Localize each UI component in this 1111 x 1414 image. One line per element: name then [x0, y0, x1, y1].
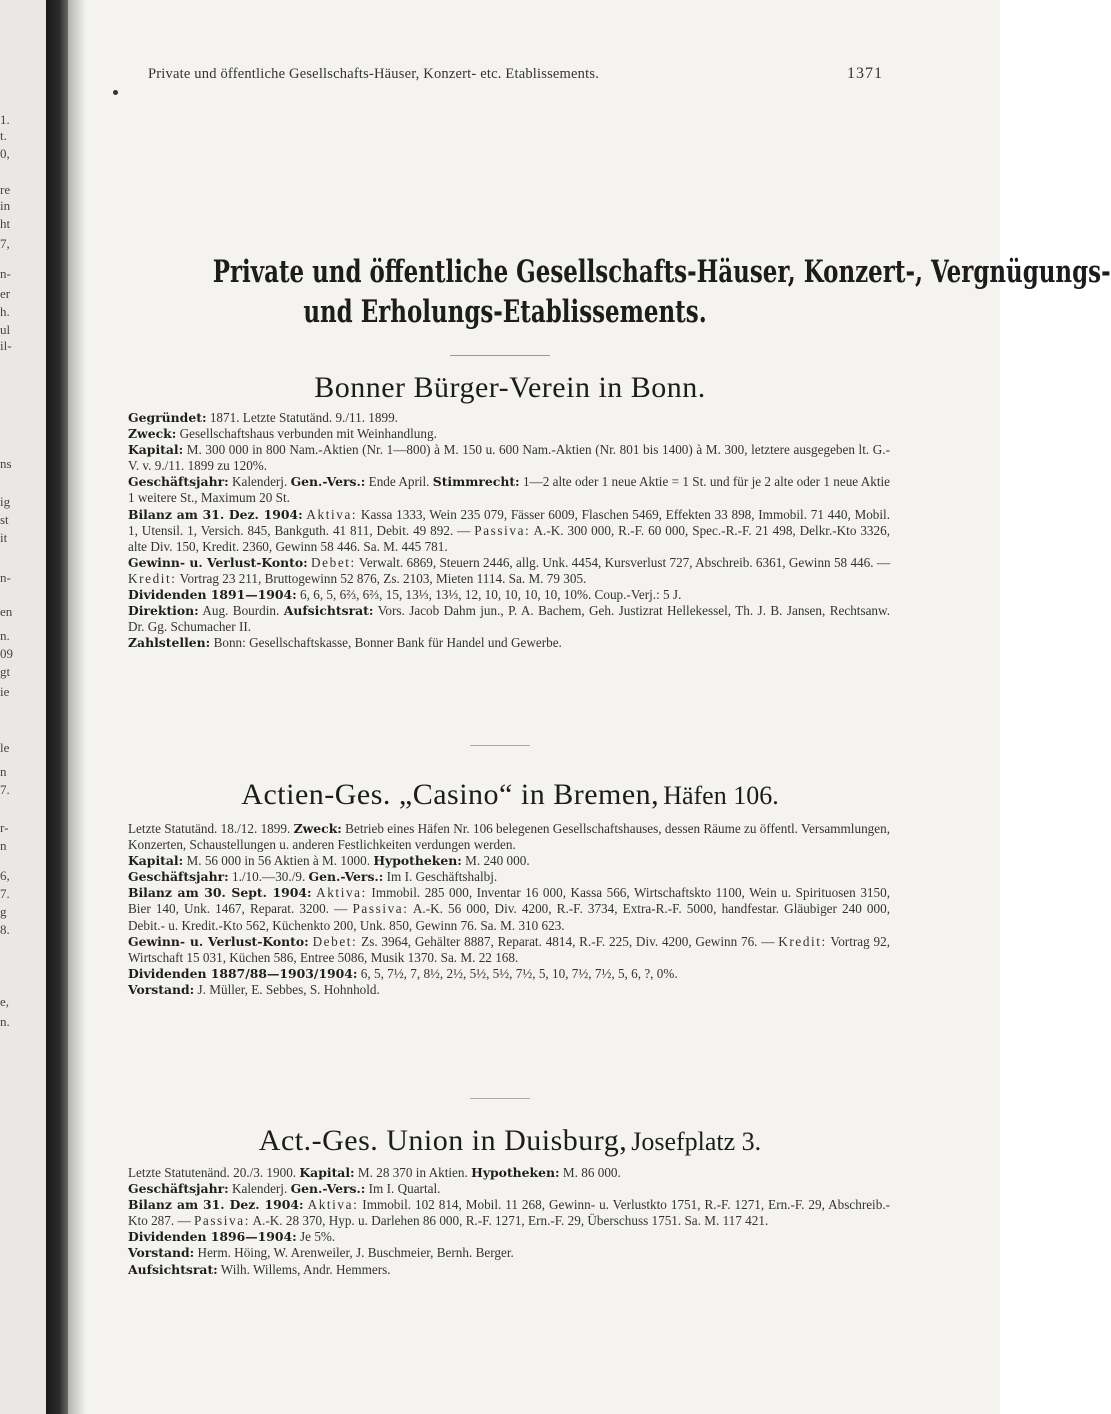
- field-text: Herm. Höing, W. Arenweiler, J. Buschmeier, Bernh. Berger.: [194, 1245, 514, 1261]
- section-title-bonn: Bonner Bürger-Verein in Bonn.: [314, 371, 706, 404]
- field-label: Bilanz am 31. Dez. 1904:: [128, 1197, 304, 1213]
- field-label: Zweck:: [293, 821, 342, 836]
- field-label: Zahlstellen:: [128, 635, 211, 651]
- field-text: Vors. Jacob Dahm jun., P. A. Bachem, Geh. Justizrat Hellekessel, Th. J. B. Jansen, Rechtsanw. Dr. Gg. Schumacher II.: [128, 603, 890, 635]
- prev-page-fragment: le: [0, 740, 10, 755]
- prev-page-fragment: 8.: [0, 922, 10, 937]
- gutter-shadow: [68, 0, 86, 1414]
- field-text: Kassa 1333, Wein 235 079, Fässer 6009, Flaschen 5469, Effekten 33 898, Immobil. 71 440, Mobil. 1, Utensil. 1, Versich. 845, Bankguth. 41 811, Debit. 49 892. —: [128, 506, 891, 538]
- prev-page-fragment: 7.: [0, 886, 10, 901]
- prev-page-fragment: in: [0, 198, 11, 213]
- field-text: Letzte Statutenänd. 20./3. 1900.: [128, 1165, 300, 1180]
- field-text: Immobil. 102 814, Mobil. 11 268, Gewinn- u. Verlustkto 1751, R.-F. 1271, Ern.-F. 29, Abschreib.-Kto 287. —: [128, 1197, 891, 1229]
- entry-paragraph: [128, 410, 890, 426]
- field-text: A.-K. 300 000, R.-F. 60 000, Spec.-R.-F. 21 498, Delkr.-Kto 3326, alte Div. 150, Kredit. 2360, Gewinn 58 446. Sa. M. 445 781.: [128, 522, 891, 554]
- chapter-title-line-1: Private und öffentliche Gesellschafts-Häuser, Konzert-, Vergnügungs-: [212, 254, 1111, 290]
- field-text: Kalenderj.: [228, 474, 291, 490]
- section-body-bremen: [128, 821, 890, 998]
- field-text: Aug. Bourdin.: [198, 603, 284, 619]
- field-label: Geschäftsjahr:: [128, 474, 229, 490]
- field-text: 1871. Letzte Statutänd. 9./11. 1899.: [206, 410, 398, 425]
- entry-paragraph: [128, 1197, 890, 1229]
- field-label: Bilanz am 30. Sept. 1904:: [128, 885, 312, 901]
- field-label: Vorstand:: [128, 981, 195, 997]
- entry-paragraph: [128, 934, 890, 966]
- field-label: Gen.-Vers.:: [290, 1181, 366, 1197]
- prev-page-fragment: ie: [0, 684, 10, 699]
- field-text: Vortrag 23 211, Bruttogewinn 52 876, Zs. 2103, Mieten 1114. Sa. M. 79 305.: [176, 570, 587, 586]
- section-divider: [470, 745, 530, 746]
- field-label: Kapital:: [128, 853, 184, 869]
- prev-page-fragment: t.: [0, 128, 7, 143]
- entry-paragraph: [128, 1245, 890, 1261]
- subheading-spaced: Kredit:: [128, 570, 177, 586]
- field-text: M. 300 000 in 800 Nam.-Aktien (Nr. 1—800) à M. 150 u. 600 Nam.-Aktien (Nr. 801 bis 1400) à M. 300, letztere ausgegeben lt. G.-V. v. 9./11. 1899 zu 120%.: [128, 442, 890, 474]
- prev-page-fragment: st: [0, 512, 9, 527]
- subheading-spaced: Debet:: [311, 554, 356, 570]
- prev-page-fragment: 09: [0, 646, 13, 661]
- field-label: Geschäftsjahr:: [128, 1181, 229, 1197]
- prev-page-fragment: il-: [0, 338, 12, 353]
- field-text: Im I. Geschäftshalbj.: [383, 869, 498, 885]
- prev-page-fragment: r-: [0, 820, 9, 835]
- entry-paragraph: [128, 853, 890, 869]
- prev-page-fragment: ul: [0, 322, 11, 337]
- field-text: Betrieb eines Häfen Nr. 106 belegenen Gesellschaftshauses, dessen Räume zu öffentl. Versammlungen, Konzerten, Schaustellungen u. anderen Festlichkeiten verdungen werden.: [128, 821, 890, 853]
- field-label: Hypotheken:: [471, 1165, 560, 1180]
- entry-paragraph: [128, 426, 890, 442]
- entry-paragraph: [128, 1165, 890, 1181]
- field-text: Immobil. 285 000, Inventar 16 000, Kassa 566, Wirtschaftskto 1100, Wein u. Spirituosen 3150, Bier 140, Unk. 1467, Reparat. 3200. —: [128, 885, 890, 917]
- previous-page-edge: [0, 0, 46, 1414]
- ink-dot: [113, 90, 118, 95]
- subheading-spaced: Passiva:: [193, 1213, 250, 1229]
- prev-page-fragment: gt: [0, 664, 11, 679]
- prev-page-fragment: 7,: [0, 236, 10, 251]
- field-text: Wilh. Willems, Andr. Hemmers.: [217, 1261, 391, 1277]
- prev-page-fragment: ig: [0, 494, 11, 509]
- entry-paragraph: [128, 587, 890, 603]
- field-label: Gegründet:: [128, 410, 207, 425]
- prev-page-fragment: 1.: [0, 112, 10, 127]
- chapter-title: [212, 252, 1111, 332]
- entry-paragraph: [128, 603, 890, 635]
- subheading-spaced: Passiva:: [474, 522, 531, 538]
- prev-page-fragment: ht: [0, 216, 11, 231]
- prev-page-fragment: h.: [0, 304, 10, 319]
- field-label: Zweck:: [128, 426, 177, 442]
- entry-paragraph: [128, 982, 890, 998]
- entry-paragraph: [128, 474, 890, 506]
- prev-page-fragment: g: [0, 904, 7, 919]
- prev-page-fragment: en: [0, 604, 13, 619]
- field-text: 1./10.—30./9.: [228, 869, 309, 885]
- subheading-spaced: Aktiva:: [316, 885, 367, 901]
- field-text: Letzte Statutänd. 18./12. 1899.: [128, 821, 294, 836]
- page-number: 1371: [847, 65, 883, 82]
- entry-paragraph: [128, 821, 890, 853]
- prev-page-fragment: 6,: [0, 868, 10, 883]
- prev-page-fragment: ns: [0, 456, 12, 471]
- running-header: [148, 66, 883, 83]
- title-divider: [450, 355, 550, 356]
- subheading-spaced: Aktiva:: [306, 506, 358, 522]
- field-label: Direktion:: [128, 603, 199, 619]
- entry-paragraph: [128, 1229, 890, 1245]
- binding-gutter: [46, 0, 68, 1414]
- field-text: A.-K. 56 000, Div. 4200, R.-F. 3734, Extra-R.-F. 5000, handfestar. Gläubiger 240 000, Debit.- u. Kredit.-Kto 562, Küchenkto 200, Unk. 850, Gewinn 76. Sa. M. 310 623.: [128, 901, 891, 933]
- subheading-spaced: Passiva:: [352, 901, 409, 917]
- field-text: Bonn: Gesellschaftskasse, Bonner Bank für Handel und Gewerbe.: [210, 635, 562, 651]
- subheading-spaced: Kredit:: [778, 933, 827, 949]
- field-label: Gen.-Vers.:: [308, 869, 384, 885]
- field-text: 6, 5, 7½, 7, 8½, 2½, 5½, 5½, 7½, 5, 10, 7½, 7½, 5, 6, ?, 0%.: [357, 965, 678, 981]
- prev-page-fragment: re: [0, 182, 11, 197]
- field-text: M. 28 370 in Aktien.: [354, 1165, 472, 1180]
- section-title-duisburg: Act.-Ges. Union in Duisburg, Josefplatz 3.: [258, 1124, 762, 1157]
- field-text: Zs. 3964, Gehälter 8887, Reparat. 4814, R.-F. 225, Div. 4200, Gewinn 76. —: [357, 933, 779, 949]
- prev-page-fragment: n.: [0, 1014, 10, 1029]
- field-text: Im I. Quartal.: [365, 1181, 441, 1197]
- field-label: Gen.-Vers.:: [290, 474, 366, 490]
- field-text: Je 5%.: [296, 1229, 336, 1245]
- field-label: Geschäftsjahr:: [128, 869, 229, 885]
- prev-page-fragment: n-: [0, 570, 11, 585]
- entry-paragraph: [128, 635, 890, 651]
- prev-page-fragment: e,: [0, 994, 10, 1009]
- entry-paragraph: [128, 885, 890, 933]
- field-text: Vortrag 92, Wirtschaft 15 031, Küchen 586, Entree 5086, Musik 1370. Sa. M. 22 168.: [128, 933, 890, 965]
- prev-page-fragment: n: [0, 764, 7, 779]
- entry-paragraph: [128, 966, 890, 982]
- entry-paragraph: [128, 869, 890, 885]
- field-label: Vorstand:: [128, 1245, 195, 1261]
- section-divider: [470, 1098, 530, 1099]
- section-body-duisburg: [128, 1165, 890, 1278]
- field-label: Hypotheken:: [373, 853, 462, 869]
- entry-paragraph: [128, 1262, 890, 1278]
- field-label: Bilanz am 31. Dez. 1904:: [128, 506, 303, 522]
- field-label: Aufsichtsrat:: [283, 603, 374, 619]
- field-label: Gewinn- u. Verlust-Konto:: [128, 933, 309, 949]
- field-text: Kalenderj.: [228, 1181, 291, 1197]
- field-label: Dividenden 1891—1904:: [128, 587, 297, 603]
- field-label: Dividenden 1896—1904:: [128, 1229, 297, 1245]
- field-text: J. Müller, E. Sebbes, S. Hohnhold.: [194, 981, 380, 997]
- prev-page-fragment: 0,: [0, 146, 10, 161]
- field-text: A.-K. 28 370, Hyp. u. Darlehen 86 000, R.-F. 1271, Ern.-F. 29, Überschuss 1751. Sa. M. 117 421.: [249, 1213, 769, 1229]
- field-text: Ende April.: [365, 474, 433, 490]
- entry-paragraph: [128, 1181, 890, 1197]
- prev-page-fragment: er: [0, 286, 11, 301]
- chapter-title-line-2: und Erholungs-Etablissements.: [303, 294, 707, 330]
- field-text: Gesellschaftshaus verbunden mit Weinhandlung.: [176, 426, 437, 442]
- field-label: Kapital:: [128, 442, 184, 458]
- field-text: Verwalt. 6869, Steuern 2446, allg. Unk. 4454, Kursverlust 727, Abschreib. 6361, Gewinn 58 446. —: [355, 554, 891, 570]
- prev-page-fragment: n.: [0, 628, 10, 643]
- entry-paragraph: [128, 442, 890, 474]
- field-label: Kapital:: [299, 1165, 355, 1180]
- field-label: Stimmrecht:: [432, 474, 520, 490]
- prev-page-fragment: n-: [0, 266, 11, 281]
- entry-paragraph: [128, 555, 890, 587]
- running-title: Private und öffentliche Gesellschafts-Häuser, Konzert- etc. Etablissements.: [148, 66, 600, 82]
- entry-paragraph: [128, 507, 890, 555]
- field-text: M. 86 000.: [559, 1165, 621, 1180]
- prev-page-fragment: n: [0, 838, 7, 853]
- field-text: 6, 6, 5, 6⅔, 6⅔, 15, 13⅓, 13⅓, 12, 10, 10, 10, 10, 10%. Coup.-Verj.: 5 J.: [296, 587, 682, 603]
- section-body-bonn: [128, 410, 890, 651]
- field-label: Dividenden 1887/88—1903/1904:: [128, 965, 358, 981]
- subheading-spaced: Debet:: [312, 933, 358, 949]
- prev-page-fragment: it: [0, 530, 8, 545]
- prev-page-fragment: 7.: [0, 782, 10, 797]
- field-label: Gewinn- u. Verlust-Konto:: [128, 554, 308, 570]
- field-text: 1—2 alte oder 1 neue Aktie = 1 St. und für je 2 alte oder 1 neue Aktie 1 weitere St., Maximum 20 St.: [128, 474, 891, 506]
- field-text: M. 240 000.: [461, 853, 530, 869]
- subheading-spaced: Aktiva:: [307, 1197, 359, 1213]
- field-label: Aufsichtsrat:: [128, 1261, 218, 1277]
- section-title-bremen: Actien-Ges. „Casino“ in Bremen, Häfen 106.: [241, 778, 779, 811]
- field-text: M. 56 000 in 56 Aktien à M. 1000.: [183, 853, 374, 869]
